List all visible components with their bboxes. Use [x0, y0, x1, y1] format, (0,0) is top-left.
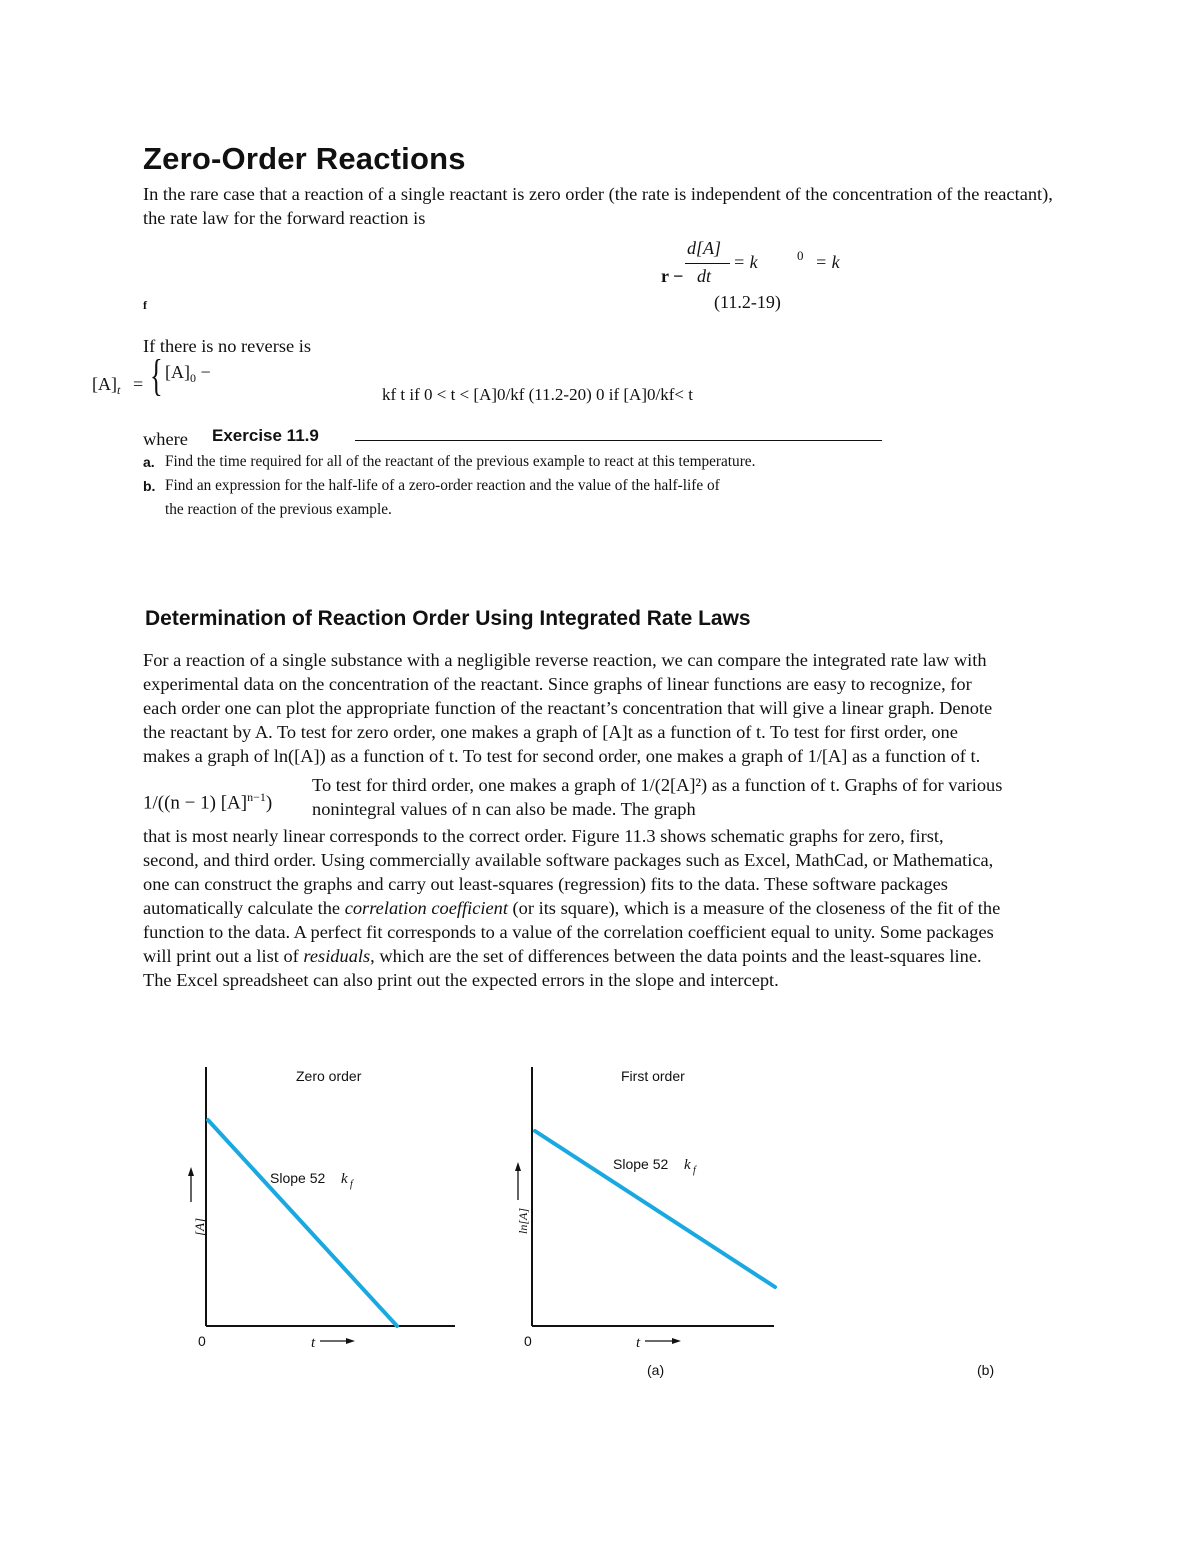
item-a-marker: a. — [143, 454, 155, 470]
inline-formula-main: 1/((n − 1) [A] — [143, 792, 248, 814]
y-arrow-head — [188, 1167, 194, 1176]
section-title-reaction-order: Determination of Reaction Order Using Integrated Rate Laws — [145, 607, 751, 630]
inline-formula — [143, 790, 272, 814]
no-reverse-text: If there is no reverse is — [143, 336, 312, 356]
eq-numerator: d[A] — [687, 238, 722, 258]
eq2-lhs — [92, 374, 120, 398]
corr-italic: correlation coefficient — [344, 898, 508, 918]
fraction-bar — [685, 263, 730, 264]
para-rest-line-6 — [143, 944, 1058, 968]
slope-label: Slope 52 — [270, 1170, 326, 1186]
para-line-4: the reactant by A. To test for zero order, one makes a graph of [A]t as a function of t. To test for first order, one — [143, 722, 958, 742]
eq2-lhs-a: [A] — [92, 374, 117, 394]
para-rest-line-1: that is most nearly linear corresponds to the correct order. Figure 11.3 shows schematic graphs for zero, first, — [143, 826, 944, 846]
slope-k: k — [341, 1171, 348, 1187]
y-arrow-head — [515, 1162, 521, 1171]
chart-title: First order — [621, 1068, 685, 1084]
eq2-equals: = — [133, 374, 144, 394]
figure-label-a: (a) — [647, 1362, 665, 1378]
x-arrow-head — [672, 1338, 681, 1344]
eq-equals-k — [733, 252, 758, 273]
figure-11-3 — [0, 1050, 1200, 1390]
x-axis-label: t — [636, 1335, 641, 1351]
slope-k-sub: f — [693, 1165, 696, 1176]
para-line-3: each order one can plot the appropriate function of the reactant’s concentration that will give a linear graph. Denote — [143, 698, 993, 718]
x-axis-label: t — [311, 1335, 316, 1351]
inline-formula-sup: n−1 — [247, 790, 266, 804]
para-rest-line-7: The Excel spreadsheet can also print out the expected errors in the slope and intercept. — [143, 970, 779, 990]
para-rest-line-2: second, and third order. Using commercially available software packages such as Excel, MathCad, or Mathematica, — [143, 850, 994, 870]
para-line-1: For a reaction of a single substance with a negligible reverse reaction, we can compare the integrated rate law with — [143, 650, 987, 670]
eq2-a0-bracket: [A] — [165, 362, 190, 382]
corr-post: (or its square), which is a measure of the closeness of the fit of the — [507, 898, 1001, 918]
corr-pre: automatically calculate the — [143, 898, 345, 918]
slope-k: k — [684, 1157, 691, 1173]
para-rest-line-5: function to the data. A perfect fit corresponds to a value of the correlation coefficient equal to unity. Some packages — [143, 922, 994, 942]
data-line — [535, 1131, 775, 1287]
third-order-line-1: To test for third order, one makes a graph of 1/(2[A]²) as a function of t. Graphs of for various — [312, 775, 1003, 795]
figure-label-b: (b) — [977, 1362, 995, 1378]
y-label-group — [516, 1208, 530, 1234]
para-line-5: makes a graph of ln([A]) as a function of t. To test for second order, one makes a graph of 1/[A] as a function of t. — [143, 746, 981, 766]
eq2-a0 — [165, 362, 211, 386]
y-axis-label: [A] — [192, 1217, 207, 1236]
exercise-rule — [355, 440, 882, 441]
eq-sup-zero: 0 — [797, 248, 804, 263]
item-a-text: Find the time required for all of the reactant of the previous example to react at this temperature. — [165, 453, 756, 470]
item-b-text: Find an expression for the half-life of a zero-order reaction and the value of the half-life of — [165, 477, 720, 494]
data-line — [208, 1120, 397, 1326]
x-arrow-head — [346, 1338, 355, 1344]
slope-k-sub: f — [350, 1179, 353, 1190]
eq-k1: = k — [733, 252, 758, 272]
exercise-title: Exercise 11.9 — [212, 426, 319, 445]
inline-formula-close: ) — [265, 792, 273, 814]
third-order-line-2: nonintegral values of n can also be made. The graph — [312, 799, 696, 819]
origin-label: 0 — [524, 1333, 532, 1349]
eq2-lhs-sub: t — [117, 383, 121, 397]
chart-title: Zero order — [296, 1068, 362, 1084]
y-axis-label: ln[A] — [516, 1207, 530, 1234]
eq-subscript-f: f — [143, 298, 147, 312]
item-b-marker: b. — [143, 478, 156, 494]
origin-label: 0 — [198, 1333, 206, 1349]
where-text: where — [143, 429, 188, 449]
resid-post: , which are the set of differences between the data points and the least-squares line. — [370, 946, 982, 966]
slope-label: Slope 52 — [613, 1156, 669, 1172]
resid-pre: will print out a list of — [143, 946, 304, 966]
eq-r-minus: r − — [661, 266, 684, 286]
para-rest-line-4 — [143, 896, 1058, 920]
item-b-text-cont: the reaction of the previous example. — [165, 501, 392, 518]
y-label-group — [192, 1218, 207, 1236]
eq2-conditions: kf t if 0 < t < [A]0/kf (11.2-20) 0 if [A]0/kf< t — [382, 385, 693, 404]
eq-equals-k2: = k — [815, 252, 840, 272]
eq2-a0-minus: − — [200, 362, 211, 382]
para-line-2: experimental data on the concentration of the reactant. Since graphs of linear functions are easy to recognize, for — [143, 674, 972, 694]
eq-number-11-2-19: (11.2-19) — [714, 292, 781, 312]
chart-first-order — [515, 1067, 775, 1351]
resid-italic: residuals — [303, 946, 371, 966]
intro-paragraph: In the rare case that a reaction of a single reactant is zero order (the rate is independent of the concentration of the reactant), the rate law for the forward reaction is — [143, 184, 1053, 228]
eq-denominator: dt — [697, 266, 712, 286]
eq2-a0-sub: 0 — [190, 371, 196, 385]
chart-zero-order — [188, 1067, 455, 1351]
para-rest-line-3: one can construct the graphs and carry out least-squares (regression) fits to the data. These software packages — [143, 874, 948, 894]
section-title-zero-order: Zero-Order Reactions — [143, 141, 466, 176]
eq2-brace: { — [150, 351, 163, 400]
